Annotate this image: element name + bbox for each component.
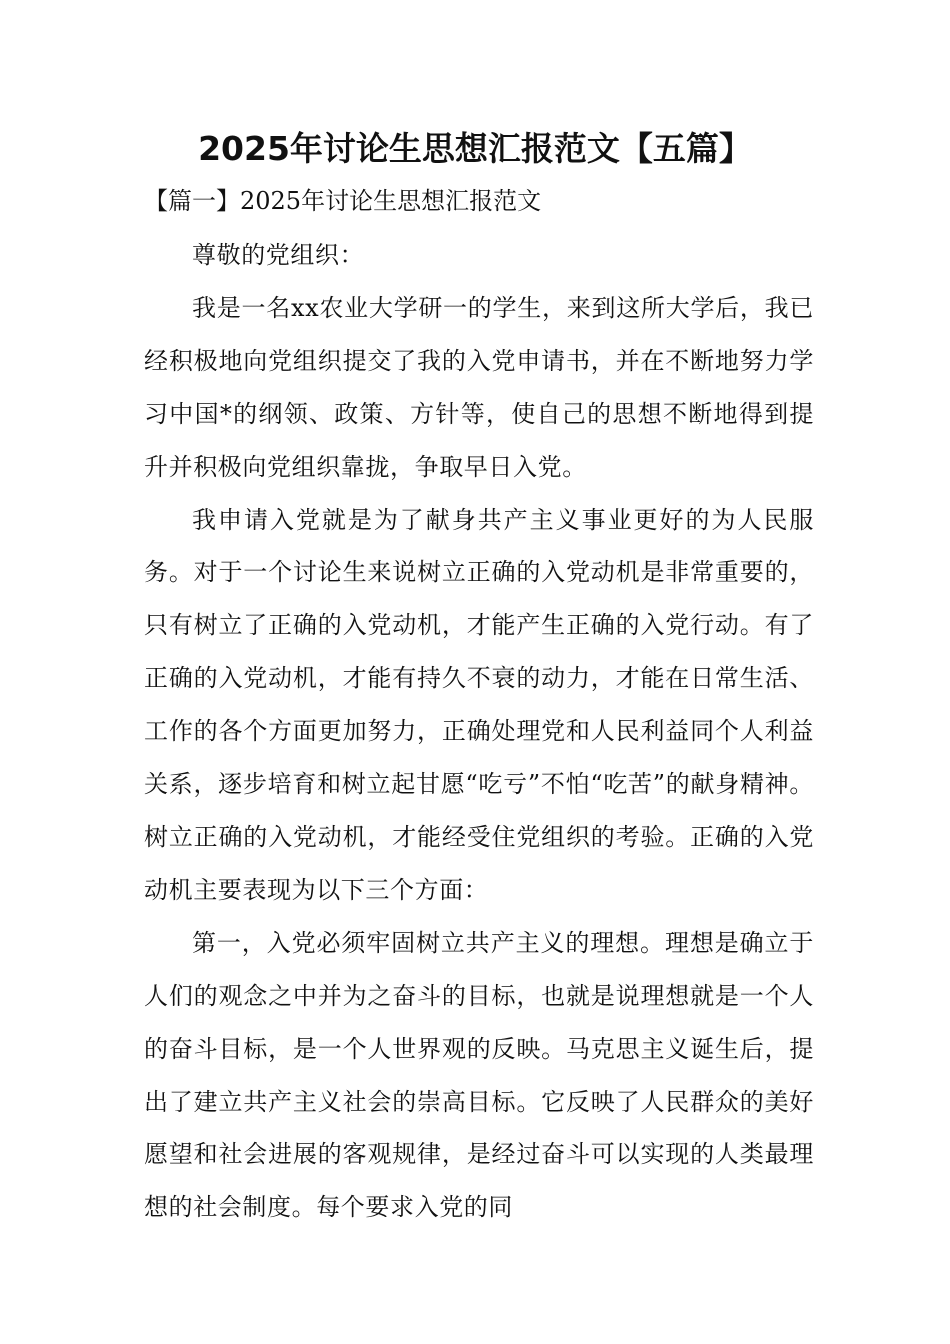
paragraph-motivation: 我申请入党就是为了献身共产主义事业更好的为人民服务。对于一个讨论生来说树立正确的入党动机是非常重要的，只有树立了正确的入党动机，才能产生正确的入党行动。有了正确的入党动机，才能有持久不衰的动力，才能在日常生活、工作的各个方面更加努力，正确处理党和人民利益同个人利益关系，逐步培育和树立起甘愿“吃亏”不怕“吃苦”的献身精神。树立正确的入党动机，才能经受住党组织的考验。正确的入党动机主要表现为以下三个方面：	[144, 505, 814, 904]
document-title: 2025年讨论生思想汇报范文【五篇】	[198, 129, 752, 168]
paragraph-salutation: 尊敬的党组织：	[192, 241, 365, 269]
document-body	[144, 229, 814, 1234]
section-heading: 【篇一】2025年讨论生思想汇报范文	[144, 187, 542, 215]
paragraph-intro: 我是一名xx农业大学研一的学生，来到这所大学后，我已经积极地向党组织提交了我的入党申请书，并在不断地努力学习中国*的纲领、政策、方针等，使自己的思想不断地得到提升并积极向党组织靠拢，争取早日入党。	[144, 293, 814, 481]
paragraph-point-one: 第一，入党必须牢固树立共产主义的理想。理想是确立于人们的观念之中并为之奋斗的目标，也就是说理想就是一个人的奋斗目标，是一个人世界观的反映。马克思主义诞生后，提出了建立共产主义社会的崇高目标。它反映了人民群众的美好愿望和社会进展的客观规律，是经过奋斗可以实现的人类最理想的社会制度。每个要求入党的同	[144, 928, 814, 1222]
